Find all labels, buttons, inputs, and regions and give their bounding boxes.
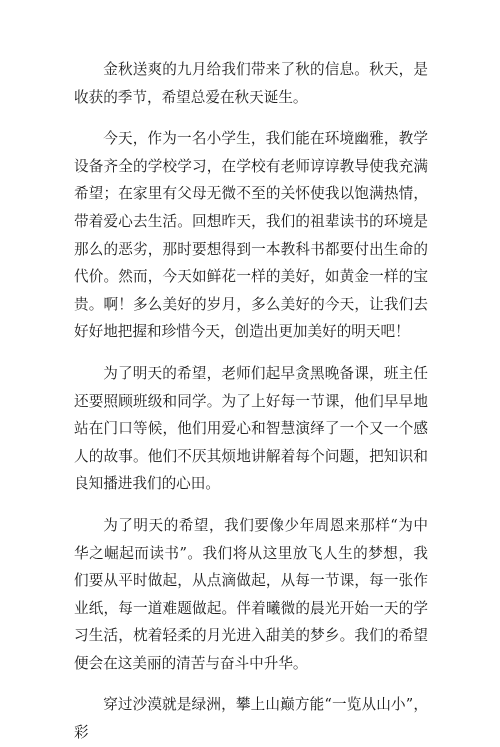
paragraph-teachers: 为了明天的希望，老师们起早贪黑晚备课，班主任还要照顾班级和同学。为了上好每一节课，他们早早地站在门口等候，他们用爱心和智慧演绎了一个又一个感人的故事。他们不厌其烦地讲解着每个问题，把知识和良知播进我们的心田。 <box>74 364 428 493</box>
document-body <box>74 56 428 747</box>
paragraph-autumn-intro: 金秋送爽的九月给我们带来了秋的信息。秋天，是收获的季节，希望总爱在秋天诞生。 <box>74 61 428 106</box>
paragraph-desert: 穿过沙漠就是绿洲，攀上山巅方能“一览从山小”，彩 <box>74 696 428 742</box>
paragraph-today: 今天，作为一名小学生，我们能在环境幽雅，教学设备齐全的学校学习，在学校有老师谆谆教导使我充满希望；在家里有父母无微不至的关怀使我以饱满热情，带着爱心去生活。回想昨天，我们的祖辈读书的环境是那么的恶劣，那时要想得到一本教科书都要付出生命的代价。然而，今天如鲜花一样的美好，如黄金一样的宝贵。啊！多么美好的岁月，多么美好的今天，让我们去好好地把握和珍惜今天，创造出更加美好的明天吧！ <box>74 130 428 341</box>
paragraph-students: 为了明天的希望，我们要像少年周恩来那样“为中华之崛起而读书”。我们将从这里放飞人生的梦想，我们要从平时做起，从点滴做起，从每一节课，每一张作业纸，每一道难题做起。伴着曦微的晨光开始一天的学习生活，枕着轻柔的月光进入甜美的梦乡。我们的希望便会在这美丽的清苦与奋斗中升华。 <box>74 516 428 672</box>
